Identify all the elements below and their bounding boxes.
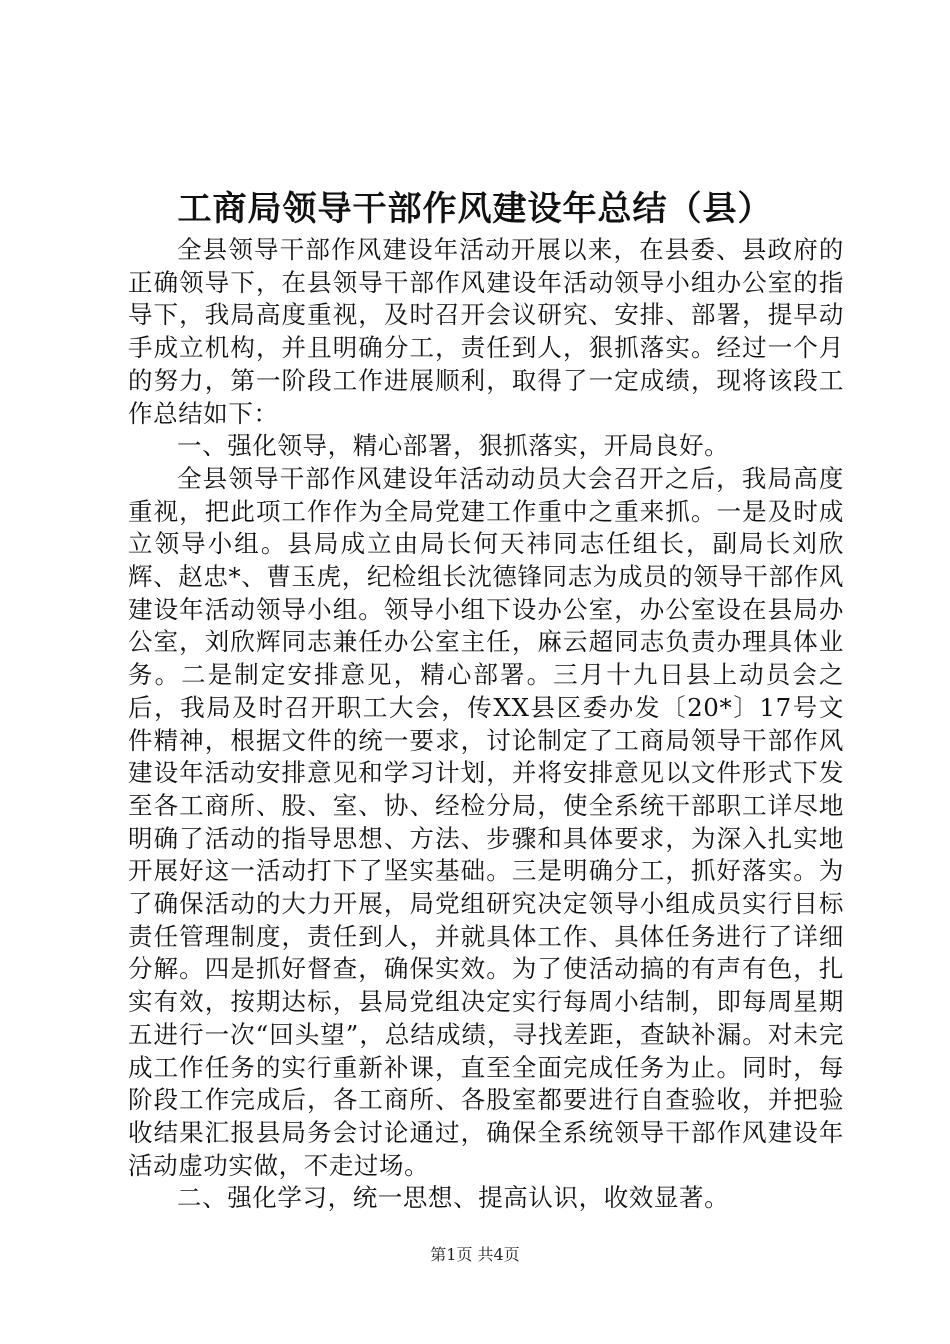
document-body	[128, 234, 844, 1215]
document-title: 工商局领导干部作风建设年总结（县）	[177, 189, 773, 229]
intro-paragraph: 全县领导干部作风建设年活动开展以来，在县委、县政府的正确领导下，在县领导干部作风建设年活动领导小组办公室的指导下，我局高度重视，及时召开会议研究、安排、部署，提早动手成立机构，并且明确分工，责任到人，狠抓落实。经过一个月的努力，第一阶段工作进展顺利，取得了一定成绩，现将该段工作总结如下：	[128, 235, 844, 428]
section-heading-1: 一、强化领导，精心部署，狠抓落实，开局良好。	[177, 431, 730, 461]
section-1-paragraph: 全县领导干部作风建设年活动动员大会召开之后，我局高度重视，把此项工作作为全局党建工作重中之重来抓。一是及时成立领导小组。县局成立由局长何天祎同志任组长，副局长刘欣辉、赵忠*、曹玉虎，纪检组长沈德锋同志为成员的领导干部作风建设年活动领导小组。领导小组下设办公室，办公室设在县局办公室，刘欣辉同志兼任办公室主任，麻云超同志负责办理具体业务。二是制定安排意见，精心部署。三月十九日县上动员会之后，我局及时召开职工大会，传XX县区委办发〔20*〕17号文件精神，根据文件的统一要求，讨论制定了工商局领导干部作风建设年活动安排意见和学习计划，并将安排意见以文件形式下发至各工商所、股、室、协、经检分局，使全系统干部职工详尽地明确了活动的指导思想、方法、步骤和具体要求，为深入扎实地开展好这一活动打下了坚实基础。三是明确分工，抓好落实。为了确保活动的大力开展，局党组研究决定领导小组成员实行目标责任管理制度，责任到人，并就具体工作、具体任务进行了详细分解。四是抓好督查，确保实效。为了使活动搞的有声有色，扎实有效，按期达标，县局党组决定实行每周小结制，即每周星期五进行一次“回头望”，总结成绩，寻找差距，查缺补漏。对未完成工作任务的实行重新补课，直至全面完成任务为止。同时，每阶段工作完成后，各工商所、各股室都要进行自查验收，并把验收结果汇报县局务会讨论通过，确保全系统领导干部作风建设年活动虚功实做，不走过场。	[128, 463, 844, 1180]
section-heading-2: 二、强化学习，统一思想、提高认识，收效显著。	[177, 1183, 730, 1213]
page-number-footer: 第1页 共4页	[430, 1245, 520, 1264]
